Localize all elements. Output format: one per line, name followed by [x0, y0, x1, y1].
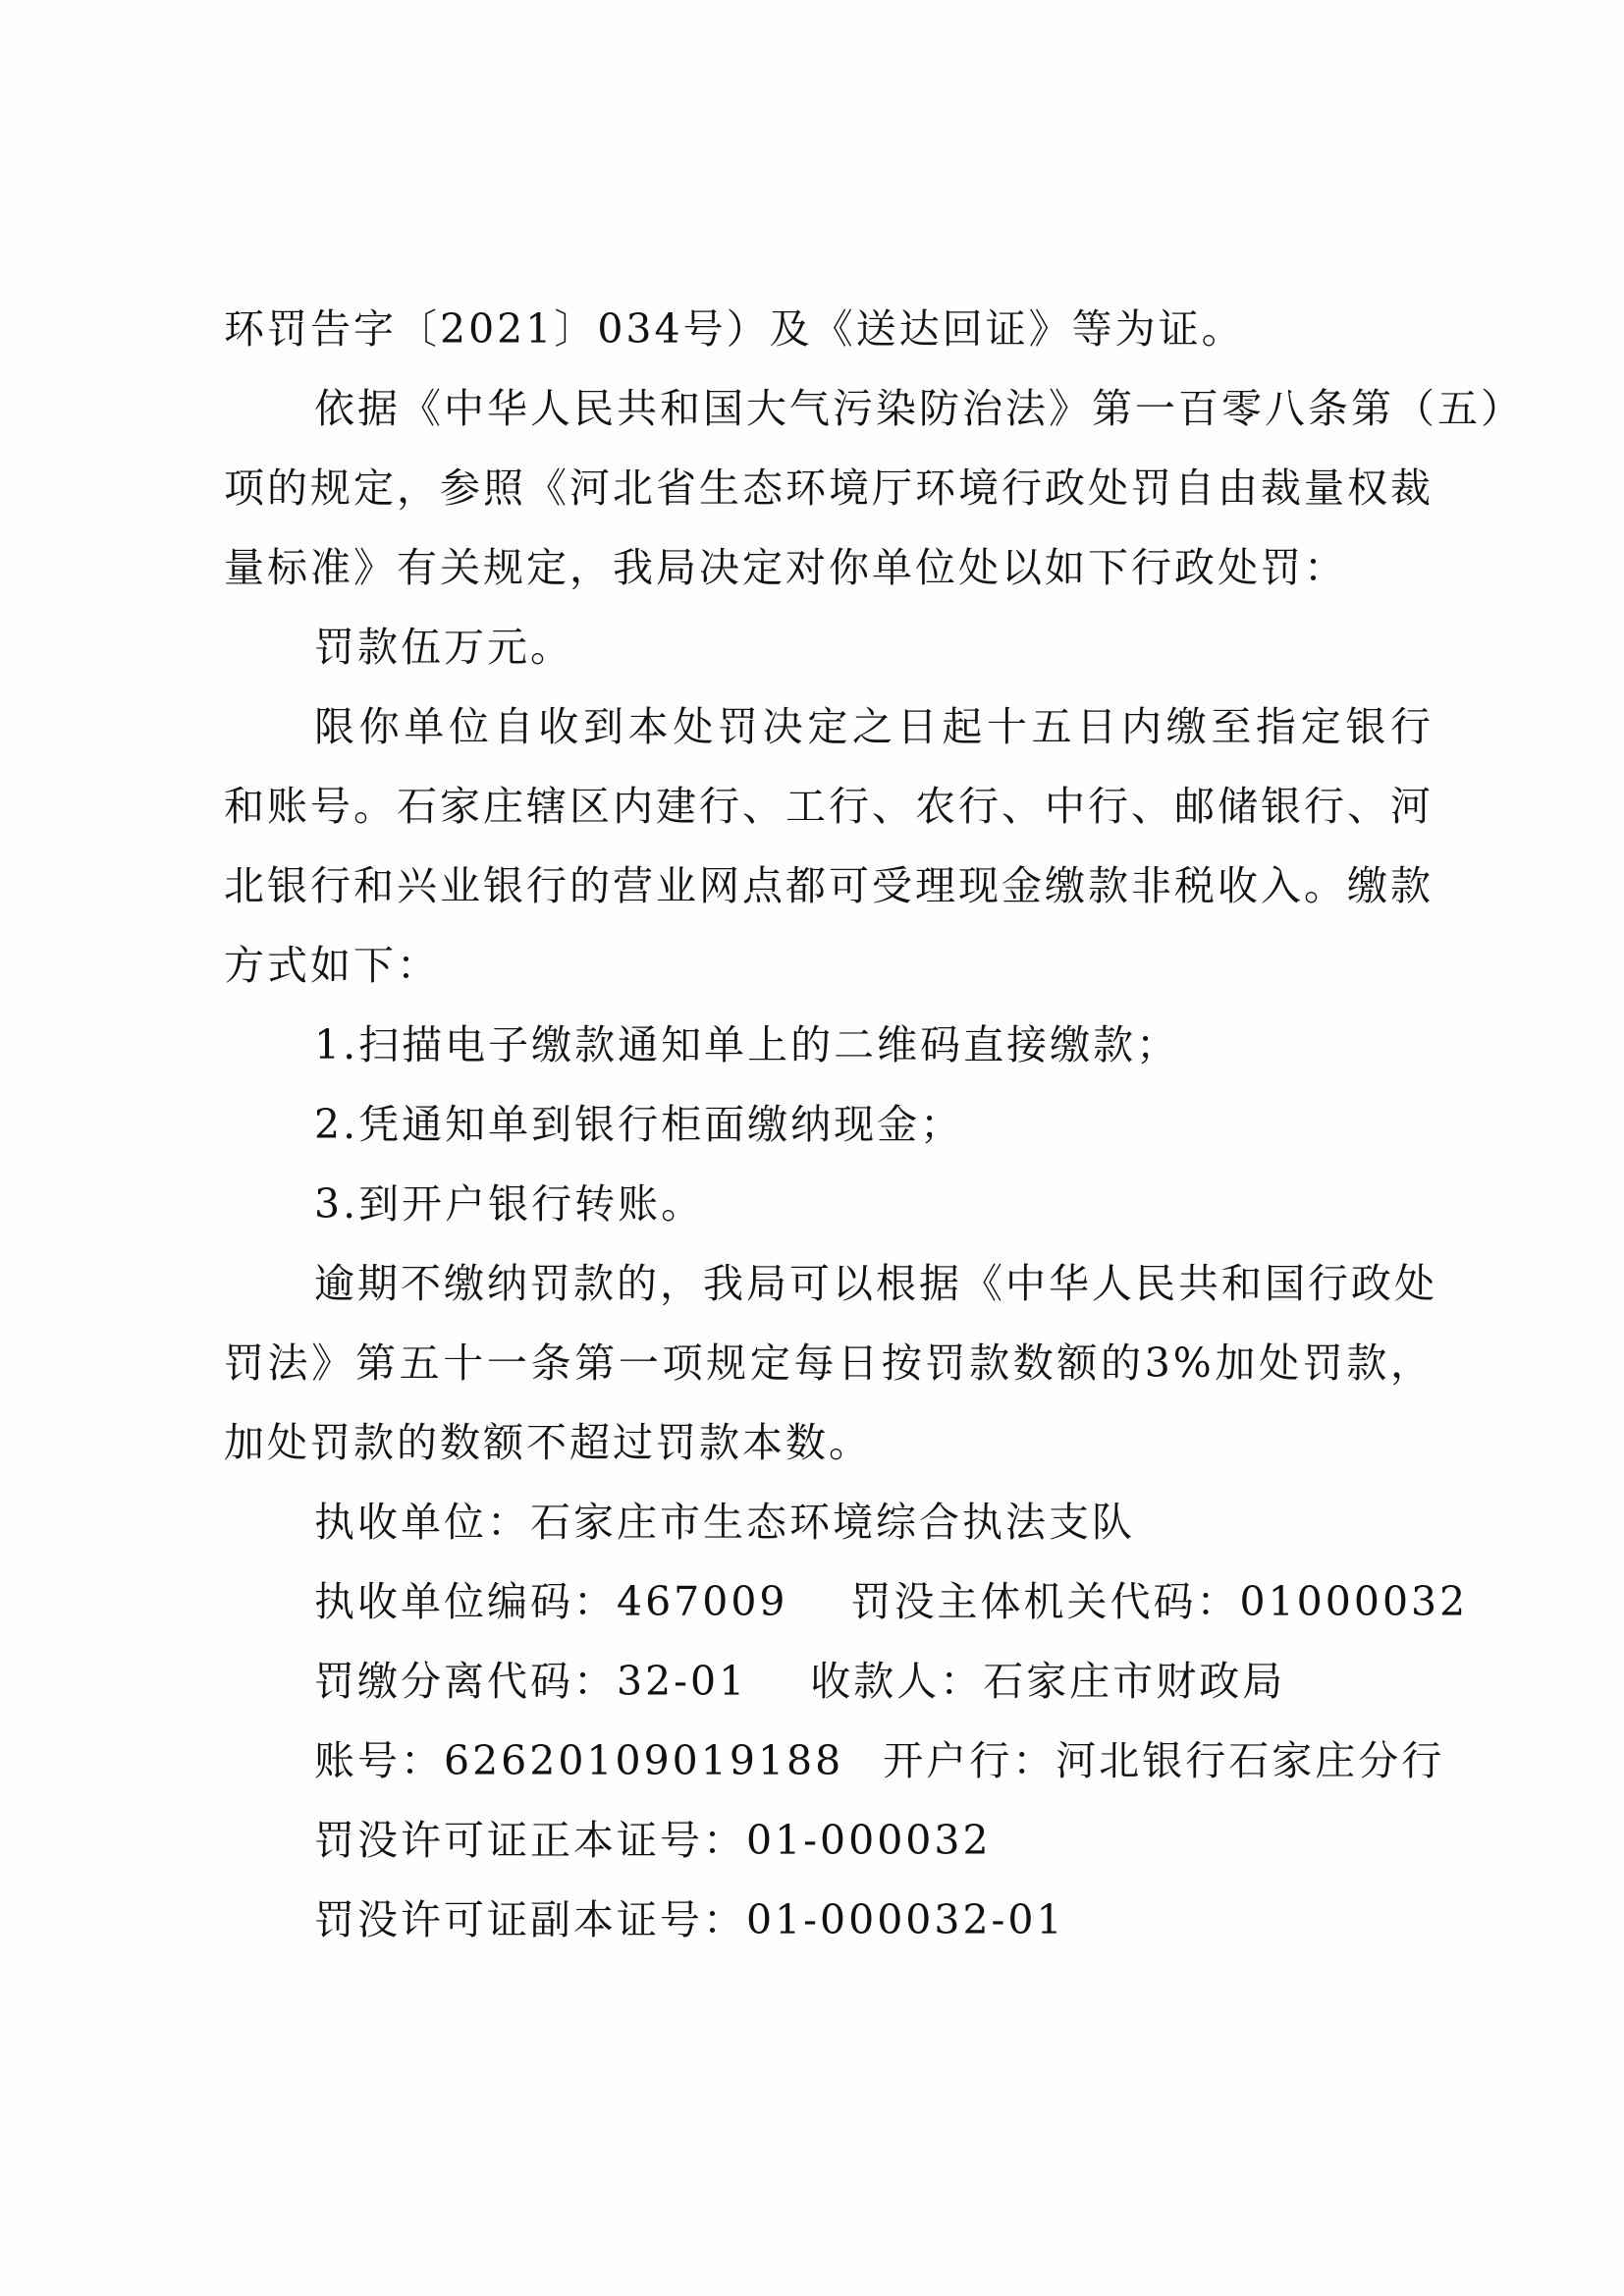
unit-code: 执收单位编码：467009: [314, 1578, 788, 1625]
organ-code: 罚没主体机关代码：01000032: [850, 1578, 1469, 1625]
body-line-4: 量标准》有关规定，我局决定对你单位处以如下行政处罚：: [224, 544, 1347, 591]
collecting-unit: 执收单位：石家庄市生态环境综合执法支队: [314, 1499, 1135, 1546]
body-line-15: 加处罚款的数额不超过罚款本数。: [224, 1419, 872, 1466]
bank-name: 开户行：河北银行石家庄分行: [883, 1737, 1445, 1784]
body-line-6: 限你单位自收到本处罚决定之日起十五日内缴至指定银行: [314, 703, 1434, 750]
codes-row-3: [314, 1726, 1532, 1795]
body-line-7: 和账号。石家庄辖区内建行、工行、农行、中行、邮储银行、河: [224, 783, 1434, 830]
body-line-8: 北银行和兴业银行的营业网点都可受理现金缴款非税收入。缴款: [224, 862, 1434, 909]
separation-code: 罚缴分离代码：32-01: [314, 1658, 748, 1705]
codes-row-2: [314, 1647, 1532, 1716]
license-copy: 罚没许可证副本证号：01-000032-01: [314, 1896, 1065, 1943]
payment-method-1: 1.扫描电子缴款通知单上的二维码直接缴款；: [314, 1021, 1180, 1068]
body-line-2: 依据《中华人民共和国大气污染防治法》第一百零八条第（五）: [314, 385, 1524, 432]
body-line-9: 方式如下：: [224, 942, 440, 989]
payee: 收款人：石家庄市财政局: [810, 1658, 1286, 1705]
body-line-1: 环罚告字〔2021〕034号）及《送达回证》等为证。: [224, 305, 1245, 353]
penalty-amount: 罚款伍万元。: [314, 624, 573, 671]
body-line-3: 项的规定，参照《河北省生态环境厅环境行政处罚自由裁量权裁: [224, 465, 1434, 512]
payment-method-3: 3.到开户银行转账。: [314, 1180, 705, 1228]
body-line-14: 罚法》第五十一条第一项规定每日按罚款数额的3%加处罚款，: [224, 1339, 1434, 1387]
body-line-13: 逾期不缴纳罚款的，我局可以根据《中华人民共和国行政处: [314, 1260, 1437, 1307]
account-number: 账号：62620109019188: [314, 1737, 844, 1784]
codes-row-1: [314, 1567, 1532, 1636]
payment-method-2: 2.凭通知单到银行柜面缴纳现金；: [314, 1101, 964, 1148]
license-main: 罚没许可证正本证号：01-000032: [314, 1817, 992, 1864]
